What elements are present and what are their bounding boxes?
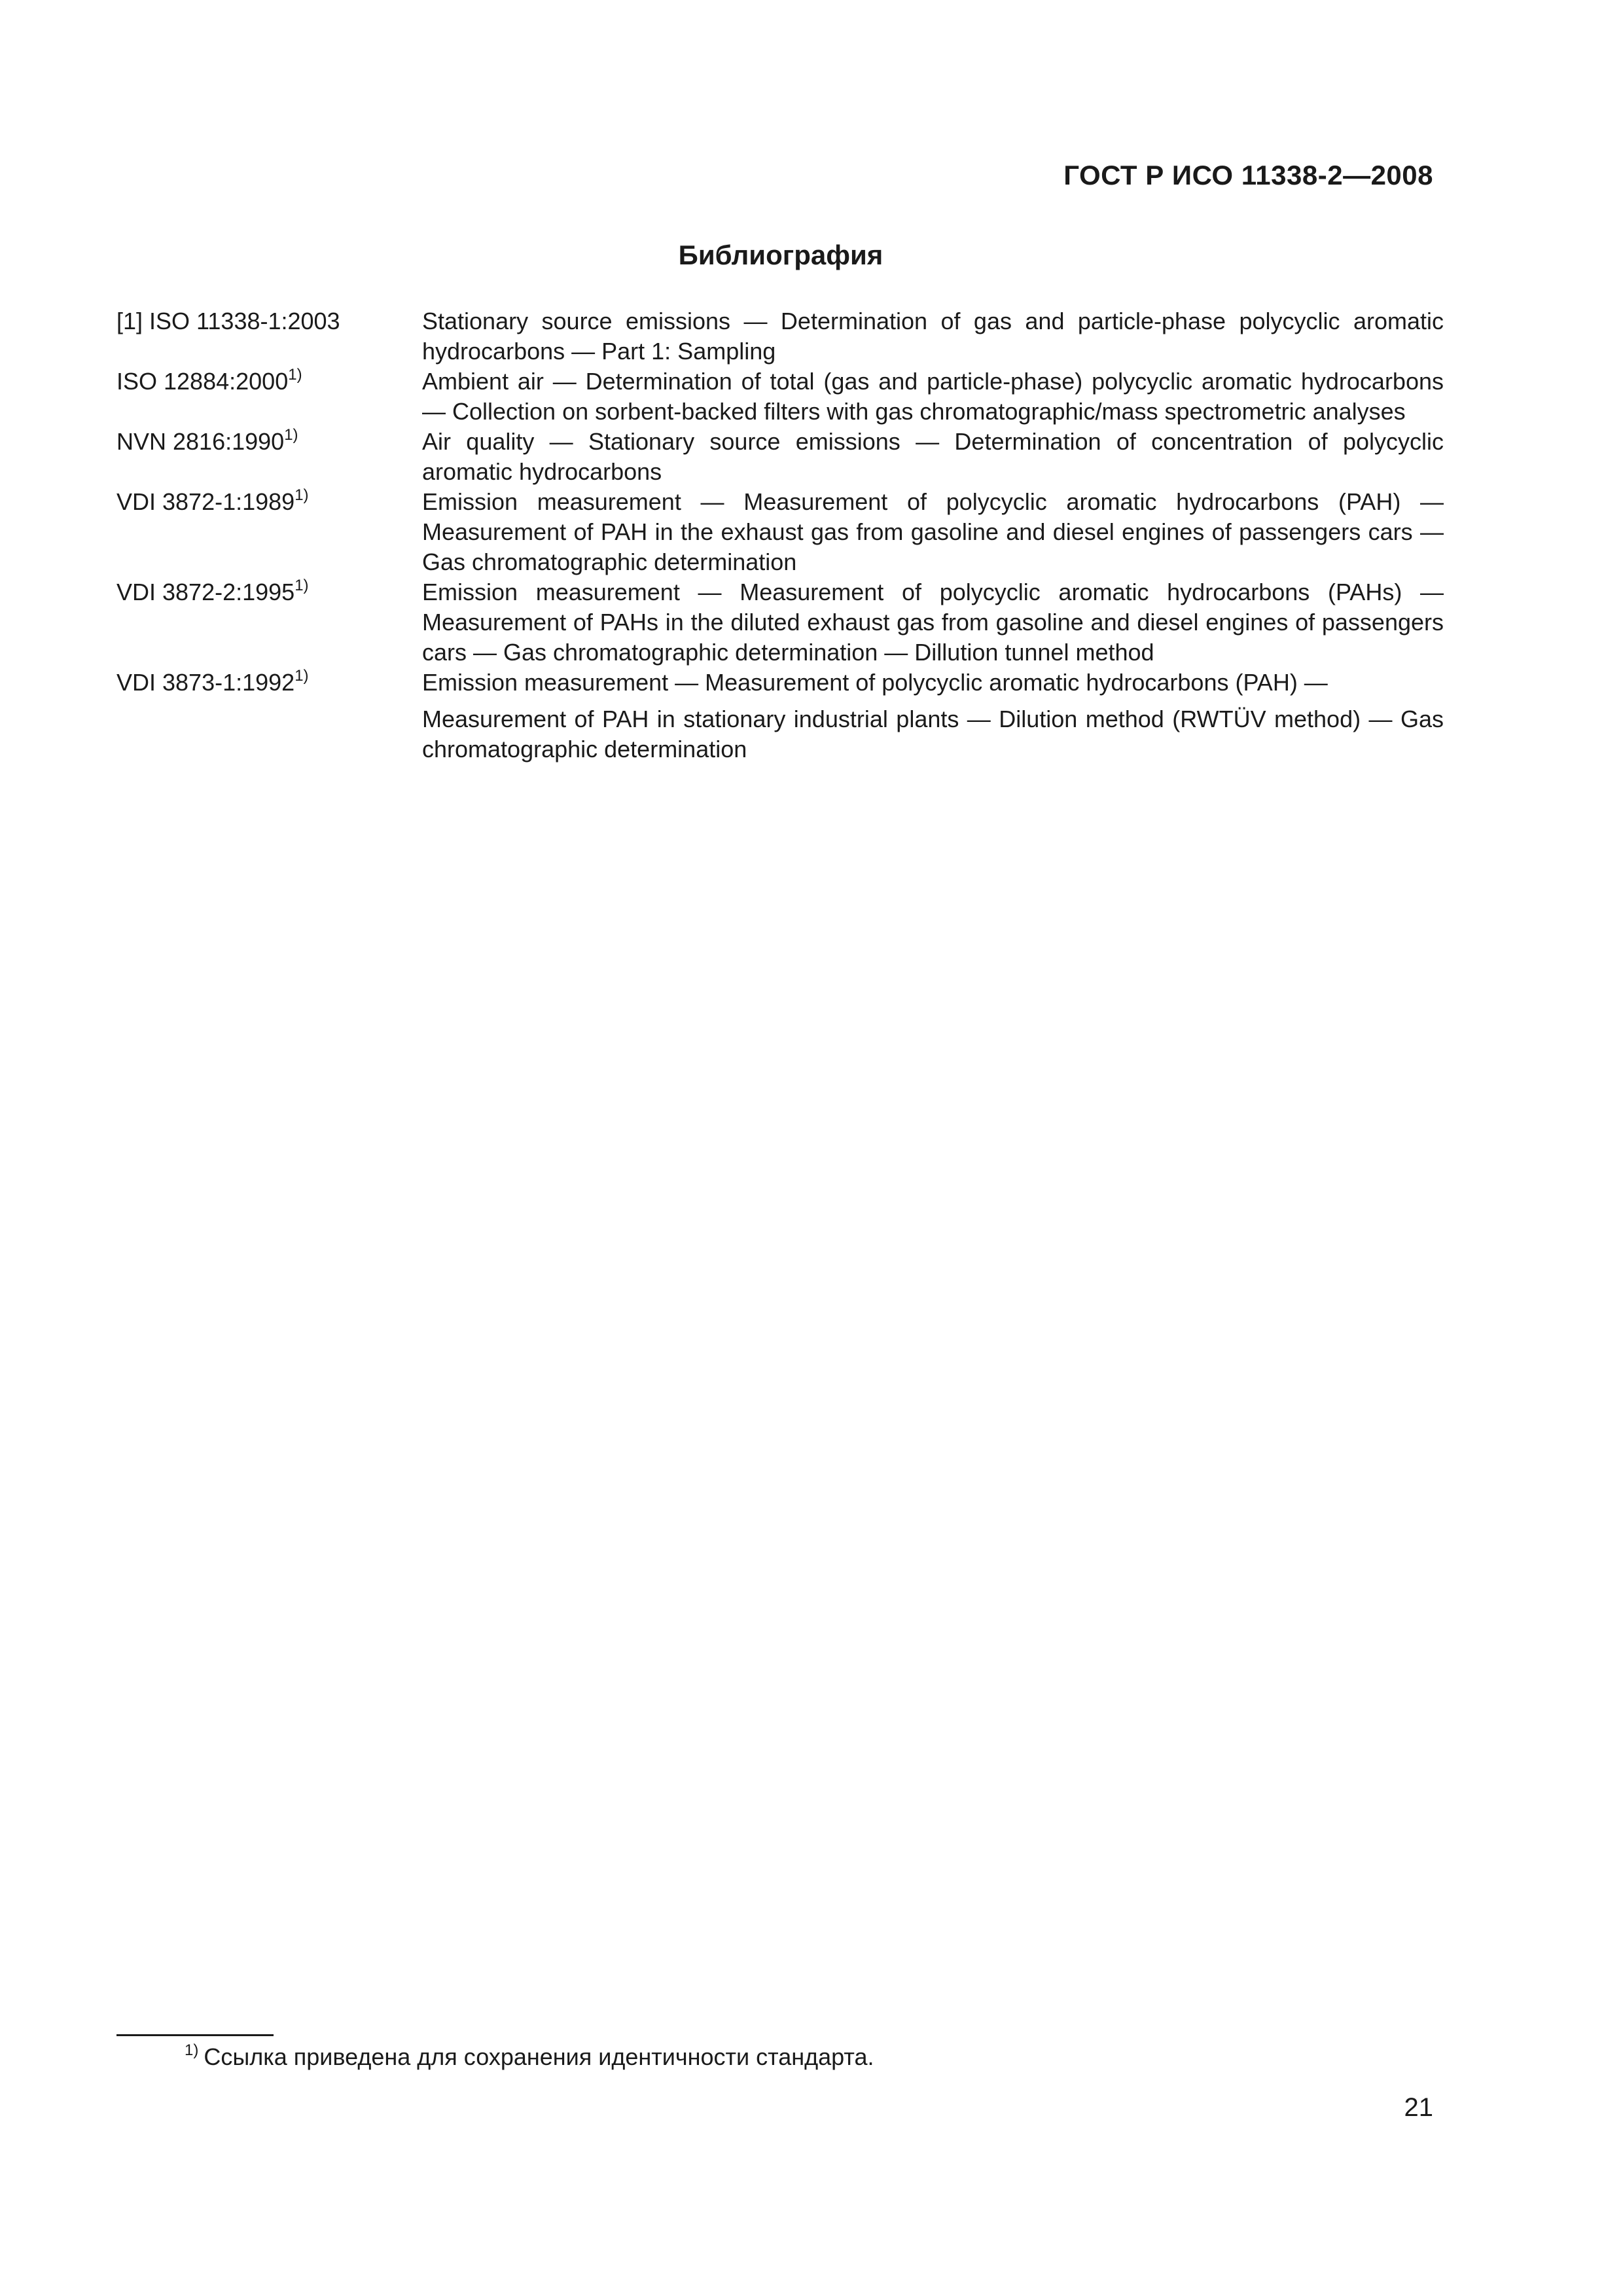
footnote-divider bbox=[116, 2034, 274, 2036]
reference-title-line: Emission measurement — Measurement of polycyclic aromatic hydrocarbons (PAHs) — Measurement of PAHs in the diluted exhaust gas from gasoline and diesel engines of passengers cars — Gas chromatographic determination — Dillution tunnel method bbox=[422, 579, 1444, 666]
bibliography-entry bbox=[116, 577, 1444, 668]
reference-title bbox=[422, 487, 1444, 577]
reference-title-line: Emission measurement — Measurement of polycyclic aromatic hydrocarbons (PAH) — bbox=[422, 669, 1328, 696]
reference-title-line: Air quality — Stationary source emissions — Determination of concentration of polycyclic aromatic hydrocarbons bbox=[422, 428, 1444, 485]
bibliography-list bbox=[116, 306, 1444, 764]
footnote-text: Ссылка приведена для сохранения идентичности стандарта. bbox=[204, 2043, 874, 2070]
reference-title-line: Emission measurement — Measurement of polycyclic aromatic hydrocarbons (PAH) — Measurement of PAH in the exhaust gas from gasoline and diesel engines of passengers cars — Gas chromatographic determination bbox=[422, 488, 1444, 575]
reference-designation: [1] ISO 11338-1:2003 bbox=[116, 308, 340, 334]
reference-title-line: Ambient air — Determination of total (gas and particle-phase) polycyclic aromatic hydrocarbons — Collection on sorbent-backed filters with gas chromatographic/mass spectrometric analyses bbox=[422, 368, 1444, 425]
reference-title-line: Measurement of PAH in stationary industrial plants — Dilution method (RWTÜV method) — Gas chromatographic determination bbox=[422, 706, 1444, 762]
reference-title bbox=[422, 577, 1444, 668]
reference-title bbox=[422, 427, 1444, 487]
reference-title-line: Stationary source emissions — Determination of gas and particle-phase polycyclic aromatic hydrocarbons — Part 1: Sampling bbox=[422, 308, 1444, 365]
reference-designation: VDI 3872-1:1989 bbox=[116, 488, 295, 515]
reference-code bbox=[116, 487, 422, 517]
reference-designation: NVN 2816:1990 bbox=[116, 428, 285, 455]
reference-code bbox=[116, 668, 422, 698]
reference-code bbox=[116, 306, 422, 336]
reference-designation: VDI 3872-2:1995 bbox=[116, 579, 295, 605]
footnote bbox=[185, 2042, 874, 2072]
bibliography-entry bbox=[116, 427, 1444, 487]
footnote-mark: 1) bbox=[294, 486, 309, 504]
reference-code bbox=[116, 577, 422, 607]
reference-title bbox=[422, 367, 1444, 427]
footnote-mark: 1) bbox=[294, 667, 309, 685]
standard-code-header: ГОСТ Р ИСО 11338-2—2008 bbox=[1063, 160, 1433, 190]
bibliography-entry bbox=[116, 668, 1444, 764]
page-title: Библиография bbox=[678, 240, 883, 270]
reference-title bbox=[422, 668, 1444, 764]
page-number: 21 bbox=[1404, 2093, 1433, 2122]
bibliography-entry bbox=[116, 306, 1444, 367]
reference-title bbox=[422, 306, 1444, 367]
footnote-mark: 1) bbox=[294, 577, 309, 594]
bibliography-entry bbox=[116, 487, 1444, 577]
footnote-mark: 1) bbox=[284, 426, 298, 444]
reference-code bbox=[116, 427, 422, 457]
footnote-mark: 1) bbox=[185, 2041, 199, 2059]
reference-code bbox=[116, 367, 422, 397]
reference-designation: ISO 12884:2000 bbox=[116, 368, 289, 395]
footnote-mark: 1) bbox=[288, 366, 302, 384]
reference-designation: VDI 3873-1:1992 bbox=[116, 669, 295, 696]
bibliography-entry bbox=[116, 367, 1444, 427]
